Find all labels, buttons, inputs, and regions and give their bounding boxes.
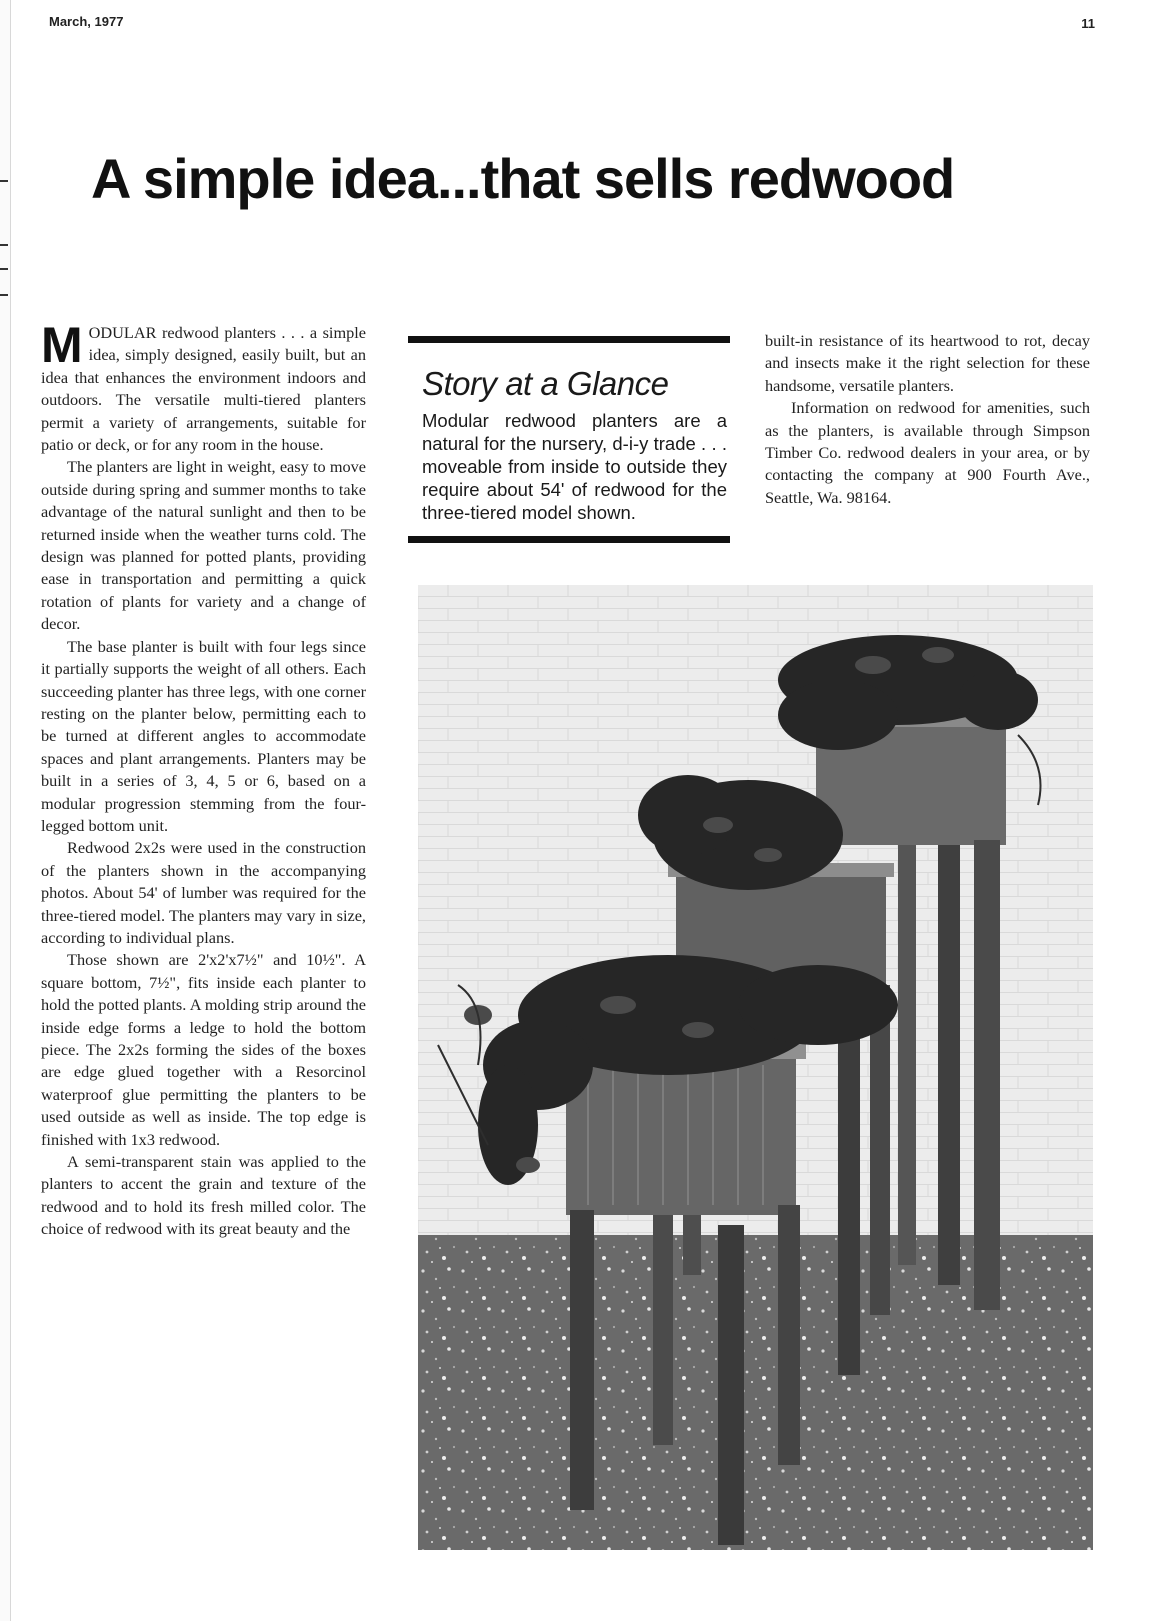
body-paragraph: The base planter is built with four legs since it partially supports the weight of all others. Each succeeding planter has three legs, with one corner resting on the planter below, permitting each to be turned at different angles to accommodate spaces and plant arrangements. Planters may be built in a series of 3, 4, 5 or 6, based on a modular progression stemming from the four-legged bottom unit. [41,636,366,835]
edge-mark [0,268,8,270]
page-edge-strip [0,0,11,1621]
body-paragraph: A semi-transparent stain was applied to the planters to accent the grain and texture of the redwood and to hold its fresh milled color. The choice of redwood with its great beauty and the [41,1152,366,1239]
body-paragraph: The planters are light in weight, easy to move outside during spring and summer months to take advantage of the natural sunlight and then to be returned inside when the weather turns cold. The design was planned for potted plants, providing ease in transportation and permitting a quick rotation of plants for variety and a change of decor. [41,457,366,634]
body-paragraph [41,317,366,456]
story-at-a-glance-box [408,336,730,543]
paragraph-text: ODULAR redwood planters . . . a simple idea, simply designed, easily built, but an idea that enhances the environment indoors and outdoors. The versatile multi-tiered planters permit a variety of arrangements, suitable for patio or deck, or for any room in the house. [41,323,366,455]
drop-cap: M [41,317,83,373]
planter-illustration [418,585,1093,1550]
body-paragraph: built-in resistance of its heartwood to rot, decay and insects make it the right selection for these handsome, versatile planters. [765,331,1090,395]
page-number: 11 [1081,16,1095,31]
body-column-left [41,317,366,1241]
glance-text: Modular redwood planters are a natural for the nursery, d-i-y trade . . . moveable from inside to outside they require about 54' of redwood for the three-tiered model shown. [422,410,727,523]
body-paragraph: Information on redwood for amenities, such as the planters, is available through Simpson Timber Co. redwood dealers in your area, or by contacting the company at 900 Fourth Ave., Seattle, Wa. 98164. [765,398,1090,507]
planter-photo [418,585,1093,1550]
body-paragraph: Those shown are 2'x2'x7½" and 10½". A square bottom, 7½", fits inside each planter to hold the potted plants. A molding strip around the inside edge forms a ledge to hold the bottom piece. The 2x2s forming the sides of the boxes are edge glued together with a Resorcinol waterproof glue permitting the planters to be used outside as well as inside. The top edge is finished with 1x3 redwood. [41,950,366,1149]
edge-mark [0,180,8,182]
body-paragraph: Redwood 2x2s were used in the construction of the planters shown in the accompanying photos. About 54' of lumber was required for the three-tiered model. The planters may vary in size, according to individual plans. [41,838,366,947]
article-headline: A simple idea...that sells redwood [91,147,955,210]
issue-date: March, 1977 [49,14,124,29]
edge-mark [0,244,8,246]
body-column-right [765,330,1090,509]
running-header [49,14,1095,34]
glance-title: Story at a Glance [422,365,669,402]
edge-mark [0,294,8,296]
